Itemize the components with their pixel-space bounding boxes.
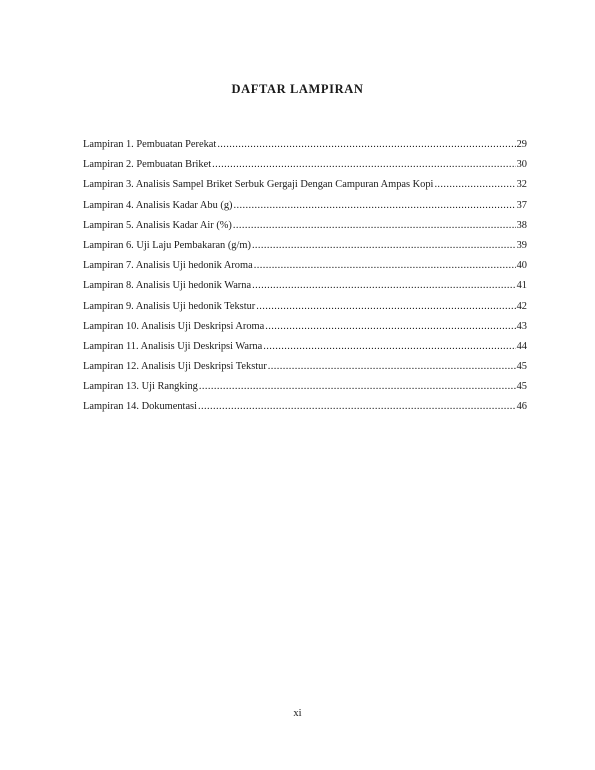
toc-entry-4[interactable] — [83, 199, 527, 219]
toc-entry-13[interactable] — [83, 380, 527, 400]
dot-leader — [268, 360, 516, 374]
toc-entry-label: Lampiran 1. Pembuatan Perekat — [83, 139, 217, 150]
dot-leader — [199, 380, 516, 394]
toc-entry-page: 29 — [516, 139, 527, 150]
toc-entry-page: 30 — [516, 159, 527, 171]
toc-entry-page: 42 — [516, 300, 527, 312]
toc-entry-label: Lampiran 10. Analisis Uji Deskripsi Aroma — [83, 320, 265, 332]
toc-entry-page: 40 — [516, 260, 527, 272]
toc-entry-label: Lampiran 13. Uji Rangking — [83, 381, 198, 393]
dot-leader — [217, 138, 515, 152]
toc-entry-2[interactable] — [83, 158, 527, 178]
toc-entry-10[interactable] — [83, 320, 527, 340]
toc-entry-label: Lampiran 3. Analisis Sampel Briket Serbuk Gergaji Dengan Campuran Ampas Kopi — [83, 179, 434, 191]
dot-leader — [252, 239, 516, 253]
toc-entry-label: Lampiran 8. Analisis Uji hedonik Warna — [83, 280, 252, 292]
toc-entry-1[interactable] — [83, 138, 527, 158]
dot-leader — [198, 400, 516, 414]
toc-entry-page: 38 — [516, 219, 527, 231]
toc-entry-3[interactable] — [83, 178, 527, 198]
dot-leader — [263, 340, 515, 354]
toc-entry-8[interactable] — [83, 279, 527, 299]
toc-entry-page: 43 — [516, 320, 527, 332]
toc-entry-label: Lampiran 12. Analisis Uji Deskripsi Tekstur — [83, 361, 267, 373]
toc-entry-page: 44 — [516, 340, 527, 352]
toc-entry-label: Lampiran 9. Analisis Uji hedonik Tekstur — [83, 300, 256, 312]
toc-entry-6[interactable] — [83, 239, 527, 259]
table-of-contents — [83, 138, 527, 421]
toc-entry-label: Lampiran 14. Dokumentasi — [83, 401, 197, 413]
toc-entry-page: 32 — [516, 179, 527, 191]
dot-leader — [252, 279, 516, 293]
toc-entry-5[interactable] — [83, 219, 527, 239]
dot-leader — [256, 300, 515, 314]
toc-entry-page: 46 — [516, 401, 527, 413]
toc-entry-label: Lampiran 7. Analisis Uji hedonik Aroma — [83, 260, 253, 272]
page-title: DAFTAR LAMPIRAN — [231, 82, 364, 96]
toc-entry-11[interactable] — [83, 340, 527, 360]
toc-entry-page: 39 — [516, 239, 527, 251]
dot-leader — [212, 158, 515, 172]
toc-entry-label: Lampiran 6. Uji Laju Pembakaran (g/m) — [83, 239, 251, 251]
dot-leader — [233, 199, 515, 213]
toc-entry-label: Lampiran 5. Analisis Kadar Air (%) — [83, 219, 232, 231]
toc-entry-label: Lampiran 11. Analisis Uji Deskripsi Warna — [83, 340, 263, 352]
toc-entry-page: 45 — [516, 361, 527, 373]
toc-entry-7[interactable] — [83, 259, 527, 279]
dot-leader — [265, 320, 515, 334]
toc-entry-label: Lampiran 4. Analisis Kadar Abu (g) — [83, 199, 233, 211]
dot-leader — [254, 259, 516, 273]
toc-entry-page: 45 — [516, 381, 527, 393]
toc-entry-9[interactable] — [83, 300, 527, 320]
page-number: xi — [293, 708, 302, 719]
toc-entry-12[interactable] — [83, 360, 527, 380]
dot-leader — [434, 178, 515, 192]
toc-entry-14[interactable] — [83, 400, 527, 420]
toc-entry-label: Lampiran 2. Pembuatan Briket — [83, 159, 212, 171]
toc-entry-page: 41 — [516, 280, 527, 292]
dot-leader — [233, 219, 516, 233]
toc-entry-page: 37 — [516, 199, 527, 211]
